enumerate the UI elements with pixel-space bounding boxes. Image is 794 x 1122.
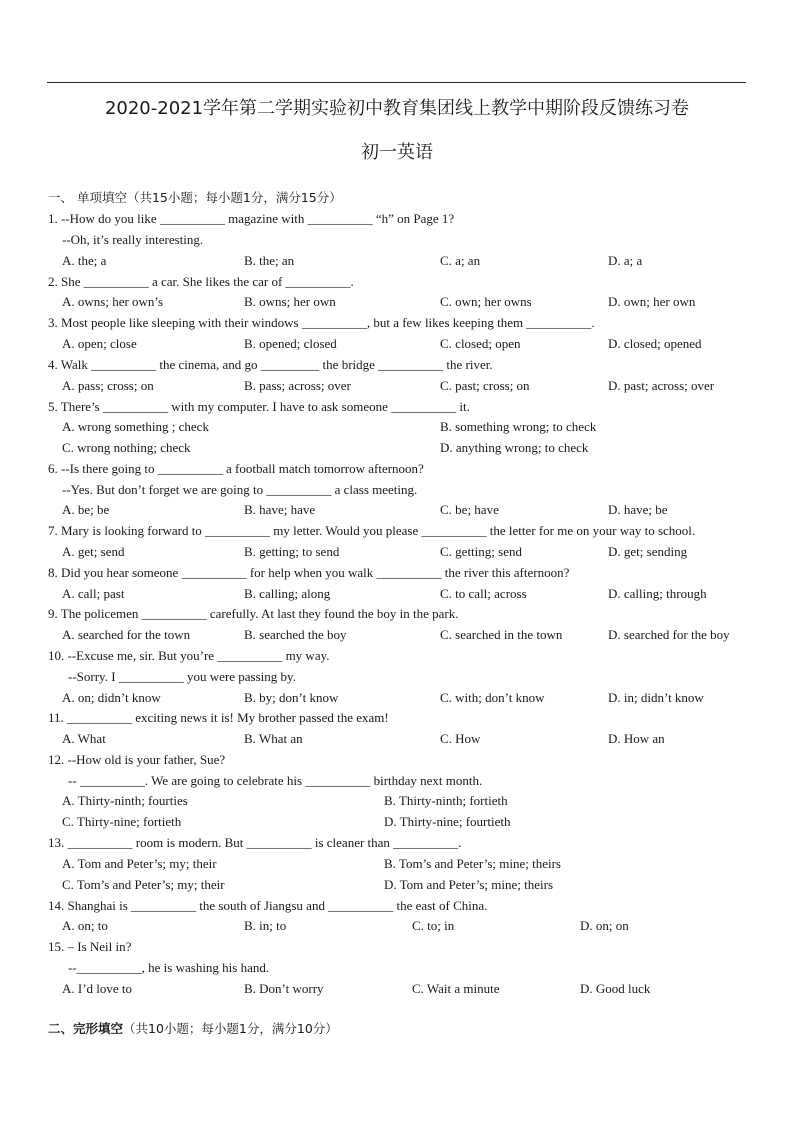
option-b[interactable]: B. have; have (244, 502, 316, 517)
question-stem: 4. Walk __________ the cinema, and go _________ the bridge __________ the river. (48, 357, 493, 372)
question-1-reply (0, 230, 794, 250)
option-c[interactable]: C. Tom’s and Peter’s; my; their (62, 877, 225, 892)
question-2-options (0, 292, 794, 312)
question-stem: 7. Mary is looking forward to __________ my letter. Would you please __________ the letter for me on your way to school. (48, 523, 696, 538)
option-d[interactable]: D. on; on (580, 918, 629, 933)
option-c[interactable]: C. closed; open (440, 336, 521, 351)
option-b[interactable]: B. the; an (244, 253, 295, 268)
option-d[interactable]: D. Thirty-nine; fourtieth (384, 814, 511, 829)
option-b[interactable]: B. Thirty-ninth; fortieth (384, 793, 508, 808)
option-b[interactable]: B. by; don’t know (244, 690, 339, 705)
option-a[interactable]: A. get; send (62, 544, 125, 559)
option-d[interactable]: D. Tom and Peter’s; mine; theirs (384, 877, 554, 892)
option-c[interactable]: C. Thirty-nine; fortieth (62, 814, 182, 829)
page-title: 2020-2021学年第二学期实验初中教育集团线上教学中期阶段反馈练习卷 (104, 98, 690, 119)
question-5-options-row2 (0, 438, 794, 458)
section-1-heading (0, 188, 794, 208)
question-13-options-row2 (0, 875, 794, 895)
question-13-options-row1 (0, 854, 794, 874)
option-c[interactable]: C. to call; across (440, 586, 527, 601)
option-d[interactable]: D. in; didn’t know (608, 690, 704, 705)
section-2-heading (0, 1019, 794, 1039)
question-7 (0, 521, 794, 541)
option-d[interactable]: D. Good luck (580, 981, 651, 996)
option-c[interactable]: C. getting; send (440, 544, 522, 559)
option-c[interactable]: C. to; in (412, 918, 455, 933)
option-b[interactable]: B. Don’t worry (244, 981, 324, 996)
question-6-reply (0, 480, 794, 500)
question-1 (0, 209, 794, 229)
question-11 (0, 708, 794, 728)
option-b[interactable]: B. calling; along (244, 586, 331, 601)
question-reply: --Sorry. I __________ you were passing by. (68, 669, 296, 684)
option-b[interactable]: B. Tom’s and Peter’s; mine; theirs (384, 856, 561, 871)
option-a[interactable]: A. Tom and Peter’s; my; their (62, 856, 217, 871)
question-5 (0, 397, 794, 417)
question-stem: 9. The policemen __________ carefully. At last they found the boy in the park. (48, 606, 459, 621)
option-c[interactable]: C. with; don’t know (440, 690, 545, 705)
question-stem: 14. Shanghai is __________ the south of Jiangsu and __________ the east of China. (48, 898, 488, 913)
question-3-options (0, 334, 794, 354)
question-4-options (0, 376, 794, 396)
option-a[interactable]: A. pass; cross; on (62, 378, 154, 393)
question-reply: --Yes. But don’t forget we are going to __________ a class meeting. (62, 482, 418, 497)
section-2-heading-text (48, 1019, 338, 1039)
question-6-options (0, 500, 794, 520)
question-stem: 10. --Excuse me, sir. But you’re __________ my way. (48, 648, 330, 663)
option-c[interactable]: C. Wait a minute (412, 981, 500, 996)
option-d[interactable]: D. How an (608, 731, 665, 746)
question-15 (0, 937, 794, 957)
question-12 (0, 750, 794, 770)
question-10-options (0, 688, 794, 708)
header-rule (47, 82, 746, 83)
question-12-reply (0, 771, 794, 791)
option-a[interactable]: A. searched for the town (62, 627, 191, 642)
question-4 (0, 355, 794, 375)
option-d[interactable]: D. get; sending (608, 544, 688, 559)
question-1-options (0, 251, 794, 271)
option-b[interactable]: B. searched the boy (244, 627, 347, 642)
option-d[interactable]: D. calling; through (608, 586, 707, 601)
question-reply: --__________, he is washing his hand. (68, 960, 270, 975)
question-12-options-row1 (0, 791, 794, 811)
section-1-heading-text: 一、 单项填空（共15小题；每小题1分，满分15分） (48, 190, 342, 205)
question-12-options-row2 (0, 812, 794, 832)
question-stem: 13. __________ room is modern. But __________ is cleaner than __________. (48, 835, 462, 850)
question-2 (0, 272, 794, 292)
question-14-options (0, 916, 794, 936)
section-2-heading-bold: 二、完形填空 (48, 1021, 124, 1036)
option-a[interactable]: A. be; be (62, 502, 110, 517)
question-8 (0, 563, 794, 583)
question-stem: 2. She __________ a car. She likes the car of __________. (48, 274, 354, 289)
page-subtitle: 初一英语 (361, 142, 433, 163)
option-c[interactable]: C. a; an (440, 253, 481, 268)
option-a[interactable]: A. wrong something ; check (62, 419, 209, 434)
question-stem: 3. Most people like sleeping with their windows __________, but a few likes keeping them __________. (48, 315, 595, 330)
option-c[interactable]: C. be; have (440, 502, 499, 517)
question-10 (0, 646, 794, 666)
option-a[interactable]: A. open; close (62, 336, 137, 351)
question-stem: 8. Did you hear someone __________ for help when you walk __________ the river this afternoon? (48, 565, 570, 580)
question-6 (0, 459, 794, 479)
section-2-heading-rest: （共10小题；每小题1分，满分10分） (123, 1021, 338, 1036)
option-c[interactable]: C. searched in the town (440, 627, 563, 642)
question-14 (0, 896, 794, 916)
question-8-options (0, 584, 794, 604)
question-stem: 6. --Is there going to __________ a football match tomorrow afternoon? (48, 461, 424, 476)
option-d[interactable]: D. own; her own (608, 294, 696, 309)
option-b[interactable]: B. in; to (244, 918, 287, 933)
option-b[interactable]: B. pass; across; over (244, 378, 351, 393)
option-a[interactable]: A. I’d love to (62, 981, 133, 996)
option-b[interactable]: B. What an (244, 731, 303, 746)
question-stem: 1. --How do you like __________ magazine with __________ “h” on Page 1? (48, 211, 455, 226)
option-a[interactable]: A. call; past (62, 586, 125, 601)
option-d[interactable]: D. a; a (608, 253, 643, 268)
option-b[interactable]: B. something wrong; to check (440, 419, 597, 434)
question-15-options (0, 979, 794, 999)
option-c[interactable]: C. past; cross; on (440, 378, 530, 393)
option-a[interactable]: A. on; didn’t know (62, 690, 161, 705)
option-a[interactable]: A. owns; her own’s (62, 294, 164, 309)
option-b[interactable]: B. owns; her own (244, 294, 336, 309)
question-stem: 15. – Is Neil in? (48, 939, 132, 954)
question-7-options (0, 542, 794, 562)
option-d[interactable]: D. have; be (608, 502, 668, 517)
question-15-reply (0, 958, 794, 978)
question-5-options-row1 (0, 417, 794, 437)
option-a[interactable]: A. What (62, 731, 106, 746)
question-13 (0, 833, 794, 853)
question-9-options (0, 625, 794, 645)
option-a[interactable]: A. the; a (62, 253, 107, 268)
question-stem: 11. __________ exciting news it is! My brother passed the exam! (48, 710, 389, 725)
option-c[interactable]: C. own; her owns (440, 294, 532, 309)
option-a[interactable]: A. Thirty-ninth; fourties (62, 793, 188, 808)
option-d[interactable]: D. closed; opened (608, 336, 702, 351)
option-b[interactable]: B. opened; closed (244, 336, 337, 351)
question-3 (0, 313, 794, 333)
question-9 (0, 604, 794, 624)
question-stem: 5. There’s __________ with my computer. I have to ask someone __________ it. (48, 399, 470, 414)
option-c[interactable]: C. wrong nothing; check (62, 440, 191, 455)
option-d[interactable]: D. searched for the boy (608, 627, 730, 642)
question-11-options (0, 729, 794, 749)
question-reply: --Oh, it’s really interesting. (62, 232, 204, 247)
option-a[interactable]: A. on; to (62, 918, 108, 933)
question-10-reply (0, 667, 794, 687)
option-b[interactable]: B. getting; to send (244, 544, 340, 559)
question-reply: -- __________. We are going to celebrate his __________ birthday next month. (68, 773, 483, 788)
question-stem: 12. --How old is your father, Sue? (48, 752, 226, 767)
option-d[interactable]: D. anything wrong; to check (440, 440, 589, 455)
option-c[interactable]: C. How (440, 731, 481, 746)
option-d[interactable]: D. past; across; over (608, 378, 715, 393)
